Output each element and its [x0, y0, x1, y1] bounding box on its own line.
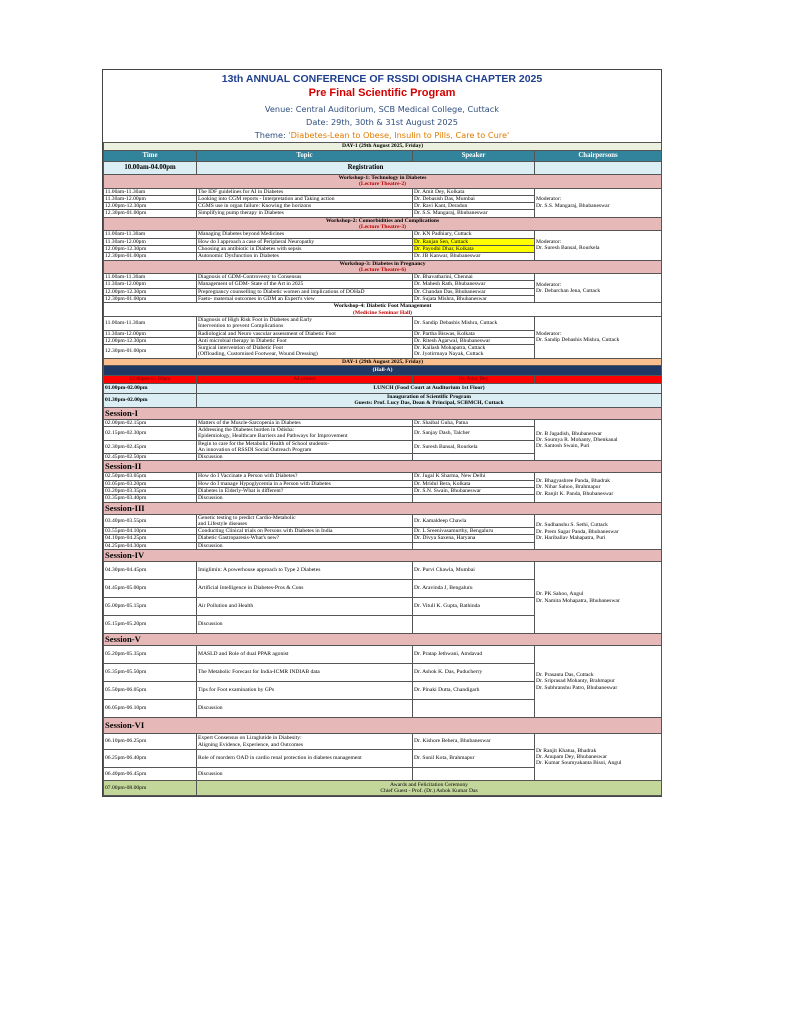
row-speaker: Dr. Amit Dey, Kolkata	[413, 188, 535, 195]
row-speaker: Dr. S.N. Swain, Bhubaneswar	[413, 487, 535, 494]
row-topic: Diabetes in Elderly-What is different?	[197, 487, 413, 494]
table-row	[104, 734, 662, 750]
lunch-label: LUNCH (Food Court at Auditorium 1st Floor)	[197, 384, 662, 394]
row-speaker: Dr. Partha Biswas, Kolkata	[413, 330, 535, 337]
row-blank	[535, 376, 662, 384]
workshop1-title: Workshop-1: Technology in Diabetes	[338, 175, 427, 181]
row-time: 06.40pm-06.45pm	[104, 768, 197, 781]
row-topic: Discussion	[197, 495, 413, 502]
row-topic: Discussion	[197, 616, 413, 634]
row-time: 03.55pm-04.10pm	[104, 528, 197, 535]
row-speaker: Dr. Divya Saxena, Haryana	[413, 535, 535, 542]
workshop3-header	[104, 260, 662, 274]
moderator-name: Dr. Debarchan Jena, Cuttack	[536, 288, 601, 295]
awards-line: Awards and Felicitation Ceremony	[390, 781, 468, 788]
row-time: 12.30pm-01.00pm	[104, 210, 197, 217]
row-time: 02.45pm-02.50pm	[104, 454, 197, 461]
row-topic: Choosing an antibiotic in Diabetes with sepsis	[197, 245, 413, 252]
workshop4-header	[104, 303, 662, 317]
row-speaker: Dr. Sunil Kota, Brahmapur	[413, 750, 535, 768]
row-speaker: Dr. Chandan Das, Bhubaneswar	[413, 288, 535, 295]
row-topic: How do I manage Hypoglycemia in a Person with Diabetes	[197, 480, 413, 487]
row-speaker: Dr. JB Kanwar, Bhubaneswar	[413, 253, 535, 260]
moderator-name: Dr. Sandip Debashis Mishra, Cuttack	[536, 337, 620, 344]
row-topic: Role of mordern OAD in cardio renal protection in diabetes management	[197, 750, 413, 768]
topic-line: Epidemiology, Healthcare Barriers and Pathways for Improvement	[198, 433, 348, 440]
inauguration-guests: Guests: Prof. Lucy Das, Dean & Principal, SCBMCH, Cuttack	[354, 400, 504, 407]
theme-text: 'Diabetes-Lean to Obese, Insulin to Pills, Care to Cure'	[288, 130, 510, 140]
workshop3-chair	[535, 274, 662, 303]
speaker-line: Dr. Jyotirmaya Nayak, Cuttack	[414, 351, 484, 358]
theme-label: Theme:	[254, 130, 286, 140]
chair-name: Dr. Sriprasad Mohanty, Brahmapur	[536, 678, 615, 685]
chair-name: Dr. Sudhanshu S. Sethi, Cuttack	[536, 522, 608, 529]
row-topic: Air Pollution and Health	[197, 598, 413, 616]
row-topic: Radiological and Neuro vascular assessment of Diabetic Foot	[197, 330, 413, 337]
workshop2-hall: (Lecture Theatre-3)	[358, 224, 407, 231]
row-topic: The IDF guidelines for AI in Diabetes	[197, 188, 413, 195]
session-6-title: Session-VI	[104, 718, 662, 734]
chair-name: Dr. Ranjit K. Panda, Bhubaneswar	[536, 490, 614, 497]
inauguration-line: Inauguration of Scientific Program	[387, 394, 471, 401]
row-speaker	[413, 495, 535, 502]
table-row	[104, 419, 662, 426]
row-topic: Discussion	[197, 454, 413, 461]
moderator-name: Dr. Suresh Bansal, Rourkela	[536, 245, 600, 252]
hall-a-band: (Hall-A)	[104, 366, 662, 376]
table-row	[104, 646, 662, 664]
row-time: 12.00pm-12.30pm	[104, 337, 197, 344]
moderator-name: Dr. S.S. Mangaraj, Bhubaneswar	[536, 202, 610, 209]
row-speaker: Dr. Suresh Bansal, Rourkela	[413, 440, 535, 454]
program-document	[102, 69, 662, 797]
row-speaker	[413, 616, 535, 634]
row-time: 05.50pm-06.05pm	[104, 682, 197, 700]
row-time: 12.00pm-12.30pm	[104, 203, 197, 210]
venue-line: Venue: Central Auditorium, SCB Medical College, Cuttack	[264, 104, 500, 114]
row-topic: Artificial Intelligence in Diabetes-Pros & Cons	[197, 580, 413, 598]
row-topic: MASLD and Role of dual PPAR agonist	[197, 646, 413, 664]
session-1-chairs	[535, 419, 662, 461]
session-3-chairs	[535, 514, 662, 549]
row-time: 04.45pm-05.00pm	[104, 580, 197, 598]
row-time: 04.25pm-04.30pm	[104, 542, 197, 549]
workshop1-hall: (Lecture Theatre-2)	[358, 181, 407, 188]
row-topic: Anti microbial therapy in Diabetic Foot	[197, 337, 413, 344]
row-time: 05.20pm-05.35pm	[104, 646, 197, 664]
workshop2-title: Workshop-2: Comorbidities and Complications	[325, 217, 440, 224]
row-speaker-highlighted: Dr. Payodhi Dhar, Kolkata	[413, 245, 535, 252]
date-line: Date: 29th, 30th & 31st August 2025	[306, 117, 458, 127]
row-speaker: Dr. Kamaldeep Chawla	[413, 514, 535, 528]
row-time: 05.00pm-05.15pm	[104, 598, 197, 616]
row-speaker: Dr. Bhavatharini, Chennai	[413, 274, 535, 281]
chair-name: Dr. Kumar Soumyakanta Bisoi, Angul	[536, 760, 622, 767]
workshop3-hall: (Lecture Theatre-6)	[358, 266, 407, 273]
row-time: 12.00pm-12.30pm	[104, 245, 197, 252]
day1-band-2: DAY-1 (29th August 2025, Friday)	[104, 358, 662, 365]
col-time: Time	[104, 151, 197, 162]
row-speaker: Dr. Debasish Das, Mumbai	[413, 195, 535, 202]
table-row	[104, 562, 662, 580]
schedule-table	[103, 142, 662, 796]
row-time: 12.30pm-01.00pm	[104, 253, 197, 260]
row-speaker: Dr. Amit Dey	[413, 376, 535, 384]
workshop4-chair	[535, 316, 662, 358]
row-time: 06.25pm-06.40pm	[104, 750, 197, 768]
row-speaker: Dr. Ravi Kant, Deradun	[413, 203, 535, 210]
session-2-title: Session-II	[104, 461, 662, 473]
row-time: 11.00am-11.30am	[104, 274, 197, 281]
table-row	[104, 781, 662, 796]
moderator-label: Moderator:	[536, 281, 562, 288]
workshop1-header	[104, 175, 662, 189]
row-time: 04.30pm-04.45pm	[104, 562, 197, 580]
speaker-line: Dr. Kailash Mohapatra, Cuttack	[414, 345, 486, 352]
chair-name: Dr. Namita Mohapatra, Bhubaneswar	[536, 597, 620, 604]
row-topic: CGMS use in organ failure: Knowing the horizons	[197, 203, 413, 210]
row-speaker	[413, 700, 535, 718]
chair-name: Dr. PK Sahoo, Angul	[536, 591, 584, 598]
registration-blank	[535, 162, 662, 175]
awards-time: 07.00pm-08.00pm	[104, 781, 197, 796]
row-speaker	[413, 542, 535, 549]
session-5-chairs	[535, 646, 662, 718]
row-speaker: Dr. L Sreenivasamurthy, Bengaluru	[413, 528, 535, 535]
topic-line: Expert Consensus on Liraglutide in Diabesity:	[198, 735, 302, 742]
topic-line: Begin to care for the Metabolic Health of School students-	[198, 440, 329, 447]
row-speaker: Dr. Vitull K. Gupta, Bathinda	[413, 598, 535, 616]
row-topic: How do I approach a case of Peripheral Neuropathy	[197, 238, 413, 245]
row-time: 11.30am-12.00pm	[104, 281, 197, 288]
topic-line: (Offloading, Customised Footwear, Wound Dressing)	[198, 351, 318, 358]
lunch-time: 01.00pm-02.00pm	[104, 384, 197, 394]
row-speaker: Dr. Aravinda J, Bengaluru	[413, 580, 535, 598]
row-time: 03.40pm-03.55pm	[104, 514, 197, 528]
row-time: 02.15pm-02.30pm	[104, 426, 197, 440]
session-4-title: Session-IV	[104, 550, 662, 562]
program-subtitle: Pre Final Scientific Program	[308, 87, 456, 99]
row-topic	[197, 440, 413, 454]
chair-name: Dr. Soumya R. Mohanty, Dhenkanal	[536, 436, 618, 443]
row-speaker: Dr. Mridul Bera, Kolkata	[413, 480, 535, 487]
row-speaker: Dr. Sujata Mishra, Bhubaneswar	[413, 296, 535, 303]
table-row	[104, 274, 662, 281]
chair-name: Dr. Santosh Swain, Puri	[536, 443, 590, 450]
row-speaker: Dr. Ritesh Agarwal, Bhubaneswar	[413, 337, 535, 344]
row-time: 03.05pm-03.20pm	[104, 480, 197, 487]
row-time: 05.15pm-05.20pm	[104, 616, 197, 634]
row-time: 11.30am-12.00pm	[104, 330, 197, 337]
row-topic: Looking into CGM reports - Interpretation and Taking action	[197, 195, 413, 202]
row-topic: Autonomic Dysfunction in Diabetes	[197, 253, 413, 260]
topic-line: An innovation of RSSDI Social Outreach Program	[198, 446, 312, 453]
row-topic	[197, 734, 413, 750]
session-5-title: Session-V	[104, 634, 662, 646]
topic-line: and Lifestyle diseases	[198, 520, 248, 527]
row-topic: Diagnosis of GDM-Controversy to Consensus	[197, 274, 413, 281]
day1-band: DAY-1 (29th August 2025, Friday)	[104, 143, 662, 151]
col-chair: Chairpersons	[535, 151, 662, 162]
inauguration-text	[197, 394, 662, 408]
row-topic	[197, 345, 413, 359]
row-topic: Imiglimin: A powerhouse approach to Type 2 Diabetes	[197, 562, 413, 580]
workshop1-chair	[535, 188, 662, 217]
row-speaker	[413, 768, 535, 781]
row-topic	[197, 316, 413, 330]
topic-line: Surgical intervention of Diabetic Foot	[198, 345, 284, 352]
registration-label: Registration	[197, 162, 535, 175]
table-row	[104, 376, 662, 384]
conference-title: 13th ANNUAL CONFERENCE OF RSSDI ODISHA CHAPTER 2025	[221, 73, 543, 85]
session-2-chairs	[535, 473, 662, 502]
row-topic: Discussion	[197, 768, 413, 781]
session-1-title: Session-I	[104, 407, 662, 419]
row-speaker: Dr. Shaibal Guha, Patna	[413, 419, 535, 426]
row-time: 05.35pm-05.50pm	[104, 664, 197, 682]
row-speaker: Dr. S.S. Mangaraj, Bhubaneswar	[413, 210, 535, 217]
row-topic: Prepregnancy counselling to Diabetic women and implications of DOHaD	[197, 288, 413, 295]
row-time: 02.00pm-02.15pm	[104, 419, 197, 426]
table-row	[104, 514, 662, 528]
chair-name: Dr. Prasanta Das, Cuttack	[536, 672, 594, 679]
chair-name: Dr. Nihar Sahoo, Brahmapur	[536, 484, 601, 491]
row-topic: AI primer	[197, 376, 413, 384]
awards-text	[197, 781, 662, 796]
row-speaker	[413, 454, 535, 461]
table-row	[104, 316, 662, 330]
row-speaker-highlighted: Dr. Ranjan Sen, Cuttack	[413, 238, 535, 245]
moderator-label: Moderator:	[536, 331, 562, 338]
row-topic: The Metabolic Forecast for India-ICMR INDIAB data	[197, 664, 413, 682]
workshop2-chair	[535, 231, 662, 260]
row-speaker: Dr. Pinaki Dutta, Chandigarh	[413, 682, 535, 700]
moderator-label: Moderator:	[536, 239, 562, 246]
table-row	[104, 231, 662, 238]
row-speaker: Dr. Sandip Debashis Mishra, Cuttack	[413, 316, 535, 330]
inauguration-time: 01.30pm-02.00pm	[104, 394, 197, 408]
row-topic: Conducting Clinical trials on Persons with Diabetes in India	[197, 528, 413, 535]
row-time: 12.30pm-01.00pm	[104, 345, 197, 359]
row-time: 11.00am-11.30am	[104, 188, 197, 195]
chair-name: Dr. Anupam Dey, Bhubaneswar	[536, 753, 607, 760]
workshop4-title: Workshop-4: Diabetic Foot Management	[333, 303, 432, 310]
row-topic: Managing Diabetes beyond Medicines	[197, 231, 413, 238]
row-speaker: Dr. Mahesh Rath, Bhubaneswar	[413, 281, 535, 288]
col-topic: Topic	[197, 151, 413, 162]
topic-line: Aligning Evidence, Experience, and Outcomes	[198, 741, 304, 748]
row-topic	[197, 426, 413, 440]
row-time: 06.05pm-06.10pm	[104, 700, 197, 718]
chair-name: Dr. B Jagadish, Bhubaneswar	[536, 430, 603, 437]
chair-name: Dr. Subhranshu Patro, Bhubaneswar	[536, 684, 618, 691]
row-time: 02.30pm-02.45pm	[104, 440, 197, 454]
session-3-title: Session-III	[104, 502, 662, 514]
row-time: 12.00pm-12.30pm	[104, 288, 197, 295]
row-topic: Faeto- maternal outcomes in GDM an Expert's view	[197, 296, 413, 303]
table-row	[104, 473, 662, 480]
row-topic: Discussion	[197, 700, 413, 718]
row-time: 11.30am-12.00pm	[104, 238, 197, 245]
row-speaker: Dr. Kishore Behera, Bhubaneswar	[413, 734, 535, 750]
chair-name: Dr. Bhagyashree Panda, Bhadrak	[536, 478, 611, 485]
row-speaker: Dr. Ashok K. Das, Puducherry	[413, 664, 535, 682]
registration-time: 10.00am-04.00pm	[104, 162, 197, 175]
row-time: 03.35pm-03.40pm	[104, 495, 197, 502]
row-speaker	[413, 345, 535, 359]
session-4-chairs	[535, 562, 662, 634]
row-time: 11.00am-11.30am	[104, 231, 197, 238]
workshop2-header	[104, 217, 662, 231]
row-topic: Diabetic Gastroparesis-What's new?	[197, 535, 413, 542]
row-time: 11.30am-12.00pm	[104, 195, 197, 202]
row-topic: Management of GDM- State of the Art in 2025	[197, 281, 413, 288]
row-speaker: Dr. Jugal K Sharma, New Delhi	[413, 473, 535, 480]
topic-line: Diagnosis of High Risk Foot in Diabetes and Early	[198, 316, 313, 323]
chair-name: Dr Ranjit Khatua, Bhadrak	[536, 747, 597, 754]
topic-line: Genetic testing to predict Cardio-Metabolic	[198, 514, 296, 521]
row-speaker: Dr. Purvi Chawla, Mumbai	[413, 562, 535, 580]
moderator-label: Moderator:	[536, 196, 562, 203]
topic-line: Addressing the Diabetes burden in Odisha:	[198, 426, 295, 433]
chair-name: Dr. Hariballav Mahapatra, Puri	[536, 534, 606, 541]
row-topic	[197, 514, 413, 528]
row-time: 02.50pm-03.05pm	[104, 473, 197, 480]
row-speaker: Dr. Sanjay Dash, Talcher	[413, 426, 535, 440]
row-time: 04.10pm-04.25pm	[104, 535, 197, 542]
col-speaker: Speaker	[413, 151, 535, 162]
row-speaker: Dr. Pratap Jethwani, Amdavad	[413, 646, 535, 664]
row-topic: Matters of the Muscle-Sarcopenia in Diabetes	[197, 419, 413, 426]
row-time: 12.30pm-01.00pm	[104, 296, 197, 303]
table-row	[104, 188, 662, 195]
workshop4-hall: (Medicine Seminar Hall)	[353, 309, 412, 316]
row-topic: How do I Vaccinate a Person with Diabetes?	[197, 473, 413, 480]
topic-line: Intervention to prevent Complications	[198, 323, 284, 330]
awards-chief-guest: Chief Guest - Prof. (Dr.) Ashok Kumar Das	[380, 788, 478, 795]
row-time: 12.00pm-01.00pm	[104, 376, 197, 384]
row-topic: Discussion	[197, 542, 413, 549]
row-topic: Simplifying pump therapy in Diabetes	[197, 210, 413, 217]
row-time: 06.10pm-06.25pm	[104, 734, 197, 750]
row-time: 11.00am-11.30am	[104, 316, 197, 330]
workshop3-title: Workshop-3: Diabetes in Pregnancy	[339, 260, 426, 267]
chair-name: Dr. Prem Sagar Panda, Bhubaneswar	[536, 528, 619, 535]
row-topic: Tips for Foot examination by GPs	[197, 682, 413, 700]
row-speaker: Dr. KN Padhiary, Cuttack	[413, 231, 535, 238]
session-6-chairs	[535, 734, 662, 781]
theme-line	[103, 129, 661, 142]
row-time: 03.20pm-03.35pm	[104, 487, 197, 494]
